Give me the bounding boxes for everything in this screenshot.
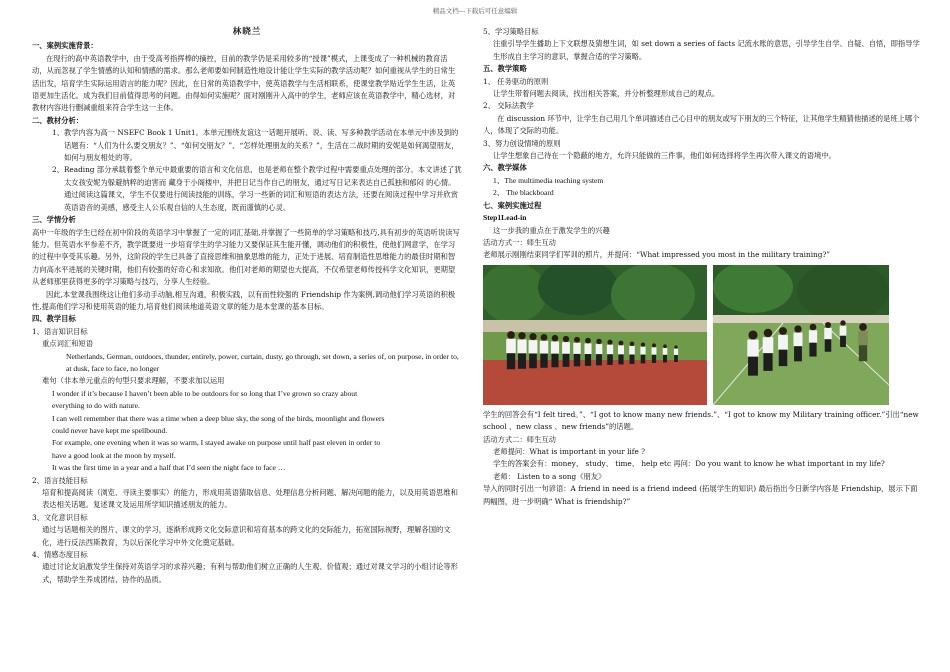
paragraph: 注重引导学生播助上下文联想及猜想生词，如 set down a series of facts 记流水账的意思，引导学生自学、自疑、自悟，即指导学生形成自主学习的意识，掌握合适的学习策略。: [493, 39, 920, 61]
paragraph: 1、语言知识目标: [32, 326, 88, 336]
paragraph: It was the first time in a year and a half that I’d seen the night face to face …: [52, 463, 286, 473]
paragraph: Netherlands, German, outdoors, thunder, entirely, power, curtain, dusty, go through, set down, a series of, on purpose, in order to, at dusk, face to face, no longer: [66, 351, 459, 373]
paragraph: 因此,本堂课我围绕这让他们多动手动脑,相互沟通，积极实践，以有而性较强的 Friendship 作为案例,调动他们学习英语的积极性,提高他们学习和使用英语的能力,培育他们阅读地道英语文章的能力是本堂课的基本目标。: [32, 289, 456, 311]
paragraph: 5、学习策略目标: [483, 27, 539, 36]
section-heading: Step1Lead-in: [483, 213, 527, 223]
left-column: [32, 26, 462, 586]
paragraph: 难句（非本单元重点的句型只要求理解，不要求加以运用: [42, 376, 225, 386]
paragraph: 让学生想象自己待在一个隐蔽的地方，允许只能做的三件事，他们如何选择将学生再次带入课文的语境中。: [493, 151, 836, 161]
paragraph: 活动方式二：师生互动: [483, 434, 556, 444]
paragraph: 通过与话题相关的图片，课文的学习，逐渐形成跨文化交际意识和培育基本的跨文化的交际能力，拓宽国际视野，理解各国的文化，进行反法西斯教育，为以后深化学习中外文化奠定基础。: [42, 525, 451, 547]
right-top-text: [483, 26, 921, 262]
section-heading: 二、教材分析：: [32, 115, 84, 125]
paragraph: I can well remember that there was a time when a deep blue sky, the song of the birds, moonlight and flowers: [52, 413, 385, 423]
paragraph: 在现行的高中英语教学中，由于受高考指挥棒的摘控，目前的教学仍是采用较多的“授课”模式，上课变成了一种机械的教育活动，从而忽视了学生情感的认知和情感的需求。那么老师要如何制造性地设计能让学生实际的教学活动呢？如何重视从学生的日常生活出发，培育学生实际运用语言的能力呢？因此，在日常的英语教学中，使英语教学与生活相联系，使课堂教学贴近学生生活，让英语更加生活化。成为我们目前值得思考的问题。由得如何实施呢？面对刚刚升入高中的学生，老师应该在英语教学中，精心选材，对教材内容进行删减重组来符合学生这一主体。: [32, 53, 456, 113]
section-heading: 七、案例实施过程: [483, 200, 542, 210]
author-name: 林晓兰: [232, 27, 262, 37]
paragraph: 2、 The blackboard: [493, 188, 554, 198]
paragraph: 学生的答案会有：money、 study、 time、 help etc 再问：Do you want to know he what important in my life?: [493, 459, 885, 469]
paragraph: 4、情感态度目标: [32, 550, 88, 560]
paragraph: have a good look at the moon by myself.: [52, 450, 176, 460]
military-training-photo-2: [713, 265, 889, 405]
paragraph: 1、The multimedia teaching system: [493, 175, 604, 185]
paragraph: For example, one evening when it was so warm, I stayed awake on purpose until half past eleven in order to: [52, 438, 381, 448]
military-training-photo-1: [483, 265, 707, 405]
paragraph: 3、文化意识目标: [32, 512, 88, 522]
section-heading: 一、案例实施背景：: [32, 41, 98, 51]
paragraph: 活动方式一：师生互动: [483, 237, 556, 247]
paragraph: 老师提问：What is important in your life ?: [493, 446, 646, 456]
paragraph: 在 discussion 环节中，让学生自己用几个单词描述自己心目中的朋友或写下朋友的三个特征，让其他学生精猜他描述的是班上哪个人，体现了交际的功能。: [483, 113, 920, 136]
paragraph: everything to do with nature.: [52, 401, 140, 411]
paragraph: 1、教学内容为高一 NSEFC Book 1 Unit1。本单元围绕友谊这一话题开展听、说、读、写多种教学活动在本单元中涉及到的话题有：“人们为什么要交朋友？”、“如何交朋友？”、“怎样处理朋友的关系？”，生活在二战时期的安妮是如何渴望朋友，如何与朋友相处的等。: [52, 128, 459, 163]
paragraph: 重点词汇和短语: [42, 339, 94, 349]
section-heading: 四、教学目标: [32, 314, 76, 324]
paragraph: 3、努力创设情境的原则: [483, 138, 561, 148]
paragraph: 2、语言技能目标: [32, 475, 88, 485]
paragraph: 让学生带着问题去阅读，找出相关答案，并分析整理形成自己的观点。: [493, 89, 720, 99]
section-heading: 五、教学策略: [483, 64, 527, 74]
paragraph: 2、Reading 部分承载着整个单元中最重要的语言和文化信息，也是老师在整个教学过程中需要重点处理的部分。本文讲述了犹太女孩安妮为躲避纳粹的迫害而 藏身于小阁楼中，并把日记当作自己的朋友，通过写日记来表达自己孤独和郁闷 的心情。通过阅读这篇课文，学生不仅要进行阅读技能的训练，学习一些新的词汇和短语的表达方法，还要在阅读过程中学习并欣赏英语语音的美感，感受主人公乐观自信的人生态度，既而谨慎的心灵。: [52, 165, 462, 212]
left-body: [32, 40, 462, 586]
page-header: 精品文档---下载后可任意编辑: [432, 7, 518, 15]
paragraph: 培育和提高阅读（浏览、寻读主要事实）的能力，形成用英语猜取信息、处理信息分析问题、解决问题的能力，以及用英语思维和表达相关话题。复述课文及运用所学知识描述朋友的能力。: [42, 488, 458, 510]
section-heading: 三、学情分析: [32, 215, 76, 225]
paragraph: 1、 任务驱动的原则: [483, 76, 549, 86]
paragraph: 通过讨论友谊激发学生保持对英语学习的求荐兴趣；有利与帮助他们树立正确的人生观、价值观；通过对课文学习的小组讨论等形式，帮助学生养成团结、协作的品质。: [42, 562, 458, 584]
paragraph: 2、 交际法教学: [483, 101, 534, 111]
paragraph: 老师展示刚刚结束同学们军训的照片，并提问：“What impressed you most in the military training?”: [483, 250, 831, 260]
paragraph: 学生的回答会有“I felt tired。”、“I got to know many new friends.”、“I got to know my Military training officer.”引出“new school 、new class 、new friends”的话题。: [483, 409, 919, 432]
right-column: [483, 26, 921, 508]
paragraph: 老师： Listen to a song《朋友》: [493, 471, 606, 481]
right-bottom-text: [483, 409, 921, 508]
paragraph: 这一步我的重点在于激发学生的兴趣: [493, 225, 610, 235]
photo-row: [483, 265, 921, 407]
paragraph: I wonder if it’s because I haven’t been able to be outdoors for so long that I’ve grown so crazy about: [52, 388, 358, 398]
paragraph: 高中一年级的学生已经在初中阶段的英语学习中掌握了一定的词汇基础,并掌握了一些简单的学习策略和技巧,具有初步的英语听说读写能力。但英语水平参差不齐，教学既要进一步培育学生的学习能力又要保证其生能开懂，调动他们的积极性，使他们网意学，在学习的过程中享受其乐趣。另外，这阶段的学生已具备了直接思维和抽象思维的能力，正处于进展、培育制造性思维能力的最佳时期和智力向高水平进展的关键时期，他们有较强的好奇心和求知欲。他们对老师的期望也大提高，不仅希望老师传授科学文化知识，更期望从老师那里获得更多的学习策略与技巧，分享人生经验。: [32, 227, 460, 287]
section-heading: 六、教学媒体: [483, 163, 527, 173]
paragraph: could never have kept me spellbound.: [52, 426, 168, 435]
paragraph: 导入的同时引出一句谚语：A friend in need is a friend indeed (拓展学生的知识) 最后指出今日新学内容是 Friendship，展示下面两幅图，进一步明确“ What is friendship?”: [483, 484, 918, 506]
